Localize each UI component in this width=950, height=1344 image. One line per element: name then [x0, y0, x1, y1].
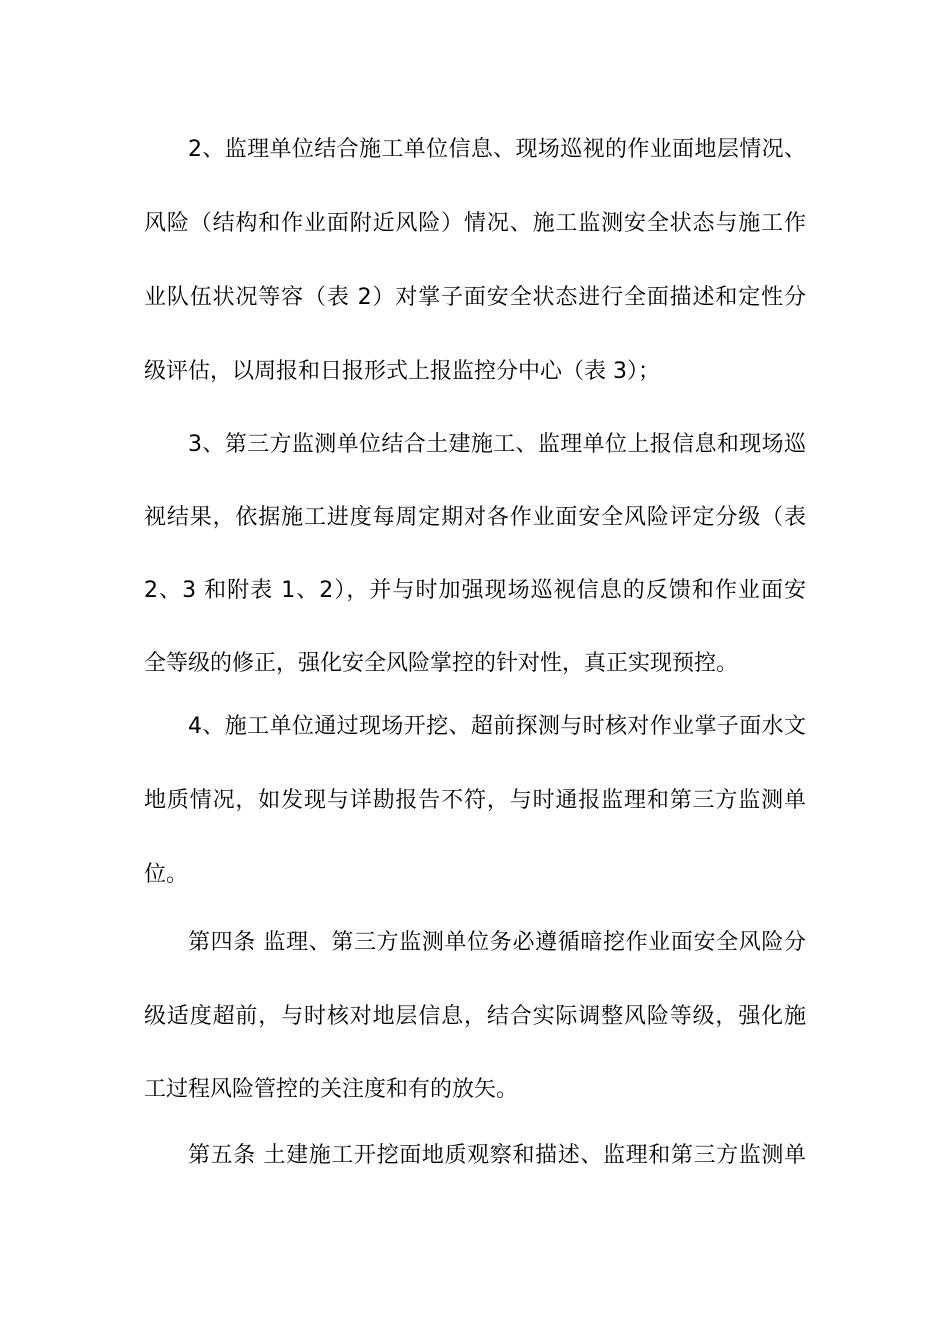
article-4-line-3: 工过程风险管控的关注度和有的放矢。: [144, 1077, 519, 1102]
paragraph-3-line-3: 2、3 和附表 1、2），并与时加强现场巡视信息的反馈和作业面安: [144, 578, 806, 603]
article-5-line-1: 第五条 土建施工开挖面地质观察和描述、监理和第三方监测单: [188, 1143, 806, 1168]
paragraph-4-line-3: 位。: [144, 862, 189, 887]
article-4-line-2: 级适度超前，与时核对地层信息，结合实际调整风险等级，强化施: [144, 1004, 806, 1029]
paragraph-4-line-2: 地质情况，如发现与详勘报告不符，与时通报监理和第三方监测单: [144, 788, 806, 813]
paragraph-2-line-2: 风险（结构和作业面附近风险）情况、施工监测安全状态与施工作: [144, 211, 806, 236]
paragraph-3-line-1: 3、第三方监测单位结合土建施工、监理单位上报信息和现场巡: [188, 432, 806, 457]
paragraph-3-line-4: 全等级的修正，强化安全风险掌控的针对性，真正实现预控。: [144, 651, 739, 676]
paragraph-3-line-2: 视结果，依据施工进度每周定期对各作业面安全风险评定分级（表: [144, 505, 806, 530]
article-4-line-1: 第四条 监理、第三方监测单位务必遵循暗挖作业面安全风险分: [188, 930, 806, 955]
paragraph-2-line-4: 级评估，以周报和日报形式上报监控分中心（表 3）；: [144, 359, 660, 384]
paragraph-2-line-1: 2、监理单位结合施工单位信息、现场巡视的作业面地层情况、: [188, 137, 806, 162]
paragraph-2-line-3: 业队伍状况等容（表 2）对掌子面安全状态进行全面描述和定性分: [144, 285, 806, 310]
paragraph-4-line-1: 4、施工单位通过现场开挖、超前探测与时核对作业掌子面水文: [188, 714, 806, 739]
